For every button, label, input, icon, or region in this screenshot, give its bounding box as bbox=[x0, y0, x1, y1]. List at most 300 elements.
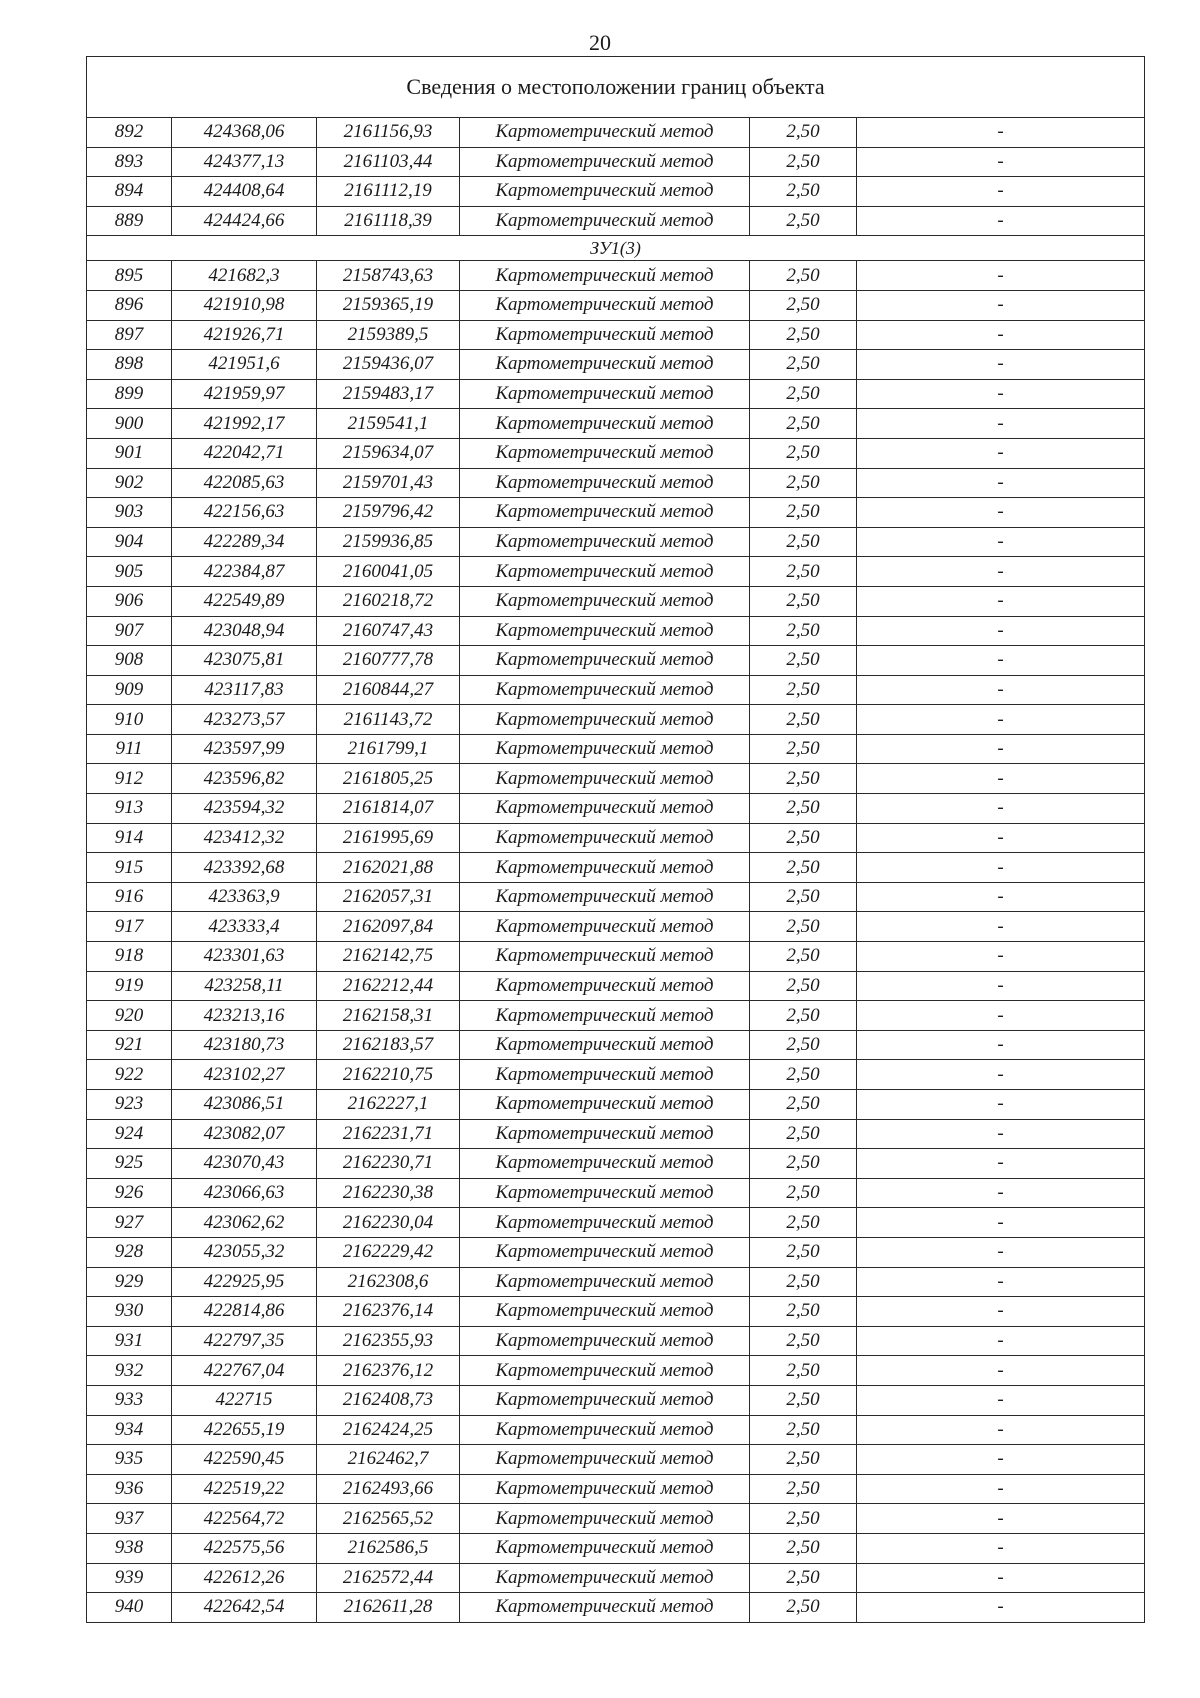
method-cell: Картометрический метод bbox=[460, 823, 750, 853]
y-coordinate-cell: 2160041,05 bbox=[317, 557, 460, 587]
description-cell: - bbox=[857, 1001, 1145, 1031]
method-cell: Картометрический метод bbox=[460, 557, 750, 587]
table-row bbox=[87, 290, 1145, 320]
y-coordinate-cell: 2162183,57 bbox=[317, 1030, 460, 1060]
accuracy-cell: 2,50 bbox=[750, 527, 857, 557]
method-cell: Картометрический метод bbox=[460, 320, 750, 350]
description-cell: - bbox=[857, 147, 1145, 177]
description-cell: - bbox=[857, 1593, 1145, 1623]
description-cell: - bbox=[857, 705, 1145, 735]
x-coordinate-cell: 423412,32 bbox=[172, 823, 317, 853]
table-row bbox=[87, 118, 1145, 148]
accuracy-cell: 2,50 bbox=[750, 1119, 857, 1149]
point-number-cell: 922 bbox=[87, 1060, 172, 1090]
method-cell: Картометрический метод bbox=[460, 438, 750, 468]
point-number-cell: 893 bbox=[87, 147, 172, 177]
y-coordinate-cell: 2162227,1 bbox=[317, 1090, 460, 1120]
x-coordinate-cell: 423048,94 bbox=[172, 616, 317, 646]
table-row bbox=[87, 206, 1145, 236]
y-coordinate-cell: 2162408,73 bbox=[317, 1385, 460, 1415]
accuracy-cell: 2,50 bbox=[750, 794, 857, 824]
table-row bbox=[87, 1474, 1145, 1504]
method-cell: Картометрический метод bbox=[460, 1297, 750, 1327]
y-coordinate-cell: 2162376,12 bbox=[317, 1356, 460, 1386]
description-cell: - bbox=[857, 379, 1145, 409]
x-coordinate-cell: 421926,71 bbox=[172, 320, 317, 350]
method-cell: Картометрический метод bbox=[460, 379, 750, 409]
description-cell: - bbox=[857, 794, 1145, 824]
description-cell: - bbox=[857, 320, 1145, 350]
point-number-cell: 898 bbox=[87, 350, 172, 380]
description-cell: - bbox=[857, 261, 1145, 291]
x-coordinate-cell: 422814,86 bbox=[172, 1297, 317, 1327]
accuracy-cell: 2,50 bbox=[750, 379, 857, 409]
x-coordinate-cell: 424408,64 bbox=[172, 177, 317, 207]
table-row bbox=[87, 409, 1145, 439]
description-cell: - bbox=[857, 1208, 1145, 1238]
table-row bbox=[87, 1030, 1145, 1060]
point-number-cell: 938 bbox=[87, 1533, 172, 1563]
description-cell: - bbox=[857, 1326, 1145, 1356]
point-number-cell: 926 bbox=[87, 1178, 172, 1208]
point-number-cell: 928 bbox=[87, 1237, 172, 1267]
x-coordinate-cell: 423333,4 bbox=[172, 912, 317, 942]
y-coordinate-cell: 2161112,19 bbox=[317, 177, 460, 207]
x-coordinate-cell: 423213,16 bbox=[172, 1001, 317, 1031]
x-coordinate-cell: 422519,22 bbox=[172, 1474, 317, 1504]
accuracy-cell: 2,50 bbox=[750, 1149, 857, 1179]
point-number-cell: 895 bbox=[87, 261, 172, 291]
description-cell: - bbox=[857, 586, 1145, 616]
x-coordinate-cell: 424424,66 bbox=[172, 206, 317, 236]
description-cell: - bbox=[857, 350, 1145, 380]
accuracy-cell: 2,50 bbox=[750, 734, 857, 764]
point-number-cell: 932 bbox=[87, 1356, 172, 1386]
table-row bbox=[87, 882, 1145, 912]
accuracy-cell: 2,50 bbox=[750, 1060, 857, 1090]
description-cell: - bbox=[857, 675, 1145, 705]
description-cell: - bbox=[857, 1090, 1145, 1120]
description-cell: - bbox=[857, 1149, 1145, 1179]
description-cell: - bbox=[857, 853, 1145, 883]
table-row bbox=[87, 177, 1145, 207]
y-coordinate-cell: 2162212,44 bbox=[317, 971, 460, 1001]
method-cell: Картометрический метод bbox=[460, 1208, 750, 1238]
y-coordinate-cell: 2162355,93 bbox=[317, 1326, 460, 1356]
y-coordinate-cell: 2162376,14 bbox=[317, 1297, 460, 1327]
description-cell: - bbox=[857, 1385, 1145, 1415]
x-coordinate-cell: 424377,13 bbox=[172, 147, 317, 177]
description-cell: - bbox=[857, 1060, 1145, 1090]
method-cell: Картометрический метод bbox=[460, 942, 750, 972]
y-coordinate-cell: 2162230,38 bbox=[317, 1178, 460, 1208]
table-row bbox=[87, 675, 1145, 705]
method-cell: Картометрический метод bbox=[460, 1030, 750, 1060]
x-coordinate-cell: 421910,98 bbox=[172, 290, 317, 320]
method-cell: Картометрический метод bbox=[460, 206, 750, 236]
table-row bbox=[87, 1090, 1145, 1120]
description-cell: - bbox=[857, 118, 1145, 148]
description-cell: - bbox=[857, 1533, 1145, 1563]
method-cell: Картометрический метод bbox=[460, 468, 750, 498]
y-coordinate-cell: 2162424,25 bbox=[317, 1415, 460, 1445]
accuracy-cell: 2,50 bbox=[750, 1090, 857, 1120]
point-number-cell: 917 bbox=[87, 912, 172, 942]
x-coordinate-cell: 422085,63 bbox=[172, 468, 317, 498]
table-row bbox=[87, 557, 1145, 587]
y-coordinate-cell: 2161799,1 bbox=[317, 734, 460, 764]
point-number-cell: 916 bbox=[87, 882, 172, 912]
method-cell: Картометрический метод bbox=[460, 1445, 750, 1475]
description-cell: - bbox=[857, 764, 1145, 794]
y-coordinate-cell: 2162462,7 bbox=[317, 1445, 460, 1475]
accuracy-cell: 2,50 bbox=[750, 206, 857, 236]
y-coordinate-cell: 2162021,88 bbox=[317, 853, 460, 883]
y-coordinate-cell: 2158743,63 bbox=[317, 261, 460, 291]
page-number: 20 bbox=[589, 30, 611, 55]
x-coordinate-cell: 422384,87 bbox=[172, 557, 317, 587]
boundary-coordinates-table bbox=[86, 56, 1145, 1623]
y-coordinate-cell: 2161156,93 bbox=[317, 118, 460, 148]
description-cell: - bbox=[857, 498, 1145, 528]
accuracy-cell: 2,50 bbox=[750, 498, 857, 528]
y-coordinate-cell: 2161995,69 bbox=[317, 823, 460, 853]
point-number-cell: 925 bbox=[87, 1149, 172, 1179]
method-cell: Картометрический метод bbox=[460, 1474, 750, 1504]
accuracy-cell: 2,50 bbox=[750, 823, 857, 853]
accuracy-cell: 2,50 bbox=[750, 409, 857, 439]
table-row bbox=[87, 261, 1145, 291]
method-cell: Картометрический метод bbox=[460, 734, 750, 764]
x-coordinate-cell: 423392,68 bbox=[172, 853, 317, 883]
point-number-cell: 911 bbox=[87, 734, 172, 764]
method-cell: Картометрический метод bbox=[460, 1326, 750, 1356]
accuracy-cell: 2,50 bbox=[750, 1356, 857, 1386]
description-cell: - bbox=[857, 1297, 1145, 1327]
x-coordinate-cell: 422590,45 bbox=[172, 1445, 317, 1475]
section-label: ЗУ1(3) bbox=[87, 236, 1145, 261]
point-number-cell: 921 bbox=[87, 1030, 172, 1060]
x-coordinate-cell: 422642,54 bbox=[172, 1593, 317, 1623]
y-coordinate-cell: 2162231,71 bbox=[317, 1119, 460, 1149]
accuracy-cell: 2,50 bbox=[750, 1593, 857, 1623]
table-row bbox=[87, 1563, 1145, 1593]
x-coordinate-cell: 422564,72 bbox=[172, 1504, 317, 1534]
point-number-cell: 910 bbox=[87, 705, 172, 735]
x-coordinate-cell: 422715 bbox=[172, 1385, 317, 1415]
table-row bbox=[87, 1504, 1145, 1534]
table-row bbox=[87, 468, 1145, 498]
x-coordinate-cell: 423117,83 bbox=[172, 675, 317, 705]
x-coordinate-cell: 422575,56 bbox=[172, 1533, 317, 1563]
point-number-cell: 912 bbox=[87, 764, 172, 794]
table-row bbox=[87, 1149, 1145, 1179]
point-number-cell: 929 bbox=[87, 1267, 172, 1297]
point-number-cell: 904 bbox=[87, 527, 172, 557]
table-title: Сведения о местоположении границ объекта bbox=[87, 57, 1145, 118]
y-coordinate-cell: 2160777,78 bbox=[317, 646, 460, 676]
point-number-cell: 934 bbox=[87, 1415, 172, 1445]
method-cell: Картометрический метод bbox=[460, 794, 750, 824]
accuracy-cell: 2,50 bbox=[750, 438, 857, 468]
accuracy-cell: 2,50 bbox=[750, 764, 857, 794]
x-coordinate-cell: 423273,57 bbox=[172, 705, 317, 735]
table-row bbox=[87, 498, 1145, 528]
x-coordinate-cell: 423180,73 bbox=[172, 1030, 317, 1060]
accuracy-cell: 2,50 bbox=[750, 675, 857, 705]
point-number-cell: 920 bbox=[87, 1001, 172, 1031]
x-coordinate-cell: 422042,71 bbox=[172, 438, 317, 468]
accuracy-cell: 2,50 bbox=[750, 147, 857, 177]
method-cell: Картометрический метод bbox=[460, 1060, 750, 1090]
point-number-cell: 930 bbox=[87, 1297, 172, 1327]
table-row bbox=[87, 1208, 1145, 1238]
table-row bbox=[87, 823, 1145, 853]
description-cell: - bbox=[857, 1237, 1145, 1267]
point-number-cell: 937 bbox=[87, 1504, 172, 1534]
accuracy-cell: 2,50 bbox=[750, 1415, 857, 1445]
x-coordinate-cell: 421682,3 bbox=[172, 261, 317, 291]
description-cell: - bbox=[857, 468, 1145, 498]
y-coordinate-cell: 2159796,42 bbox=[317, 498, 460, 528]
table-row bbox=[87, 1356, 1145, 1386]
point-number-cell: 933 bbox=[87, 1385, 172, 1415]
method-cell: Картометрический метод bbox=[460, 1237, 750, 1267]
point-number-cell: 936 bbox=[87, 1474, 172, 1504]
table-row bbox=[87, 764, 1145, 794]
table-row bbox=[87, 1060, 1145, 1090]
description-cell: - bbox=[857, 1445, 1145, 1475]
accuracy-cell: 2,50 bbox=[750, 1326, 857, 1356]
y-coordinate-cell: 2160747,43 bbox=[317, 616, 460, 646]
y-coordinate-cell: 2162158,31 bbox=[317, 1001, 460, 1031]
y-coordinate-cell: 2161805,25 bbox=[317, 764, 460, 794]
method-cell: Картометрический метод bbox=[460, 1356, 750, 1386]
description-cell: - bbox=[857, 290, 1145, 320]
y-coordinate-cell: 2161103,44 bbox=[317, 147, 460, 177]
method-cell: Картометрический метод bbox=[460, 616, 750, 646]
description-cell: - bbox=[857, 1030, 1145, 1060]
accuracy-cell: 2,50 bbox=[750, 1267, 857, 1297]
method-cell: Картометрический метод bbox=[460, 498, 750, 528]
x-coordinate-cell: 423055,32 bbox=[172, 1237, 317, 1267]
description-cell: - bbox=[857, 912, 1145, 942]
table-row bbox=[87, 942, 1145, 972]
method-cell: Картометрический метод bbox=[460, 646, 750, 676]
accuracy-cell: 2,50 bbox=[750, 853, 857, 883]
accuracy-cell: 2,50 bbox=[750, 1030, 857, 1060]
table-row bbox=[87, 1533, 1145, 1563]
method-cell: Картометрический метод bbox=[460, 882, 750, 912]
description-cell: - bbox=[857, 971, 1145, 1001]
x-coordinate-cell: 423597,99 bbox=[172, 734, 317, 764]
accuracy-cell: 2,50 bbox=[750, 646, 857, 676]
method-cell: Картометрический метод bbox=[460, 350, 750, 380]
description-cell: - bbox=[857, 823, 1145, 853]
x-coordinate-cell: 421992,17 bbox=[172, 409, 317, 439]
accuracy-cell: 2,50 bbox=[750, 942, 857, 972]
point-number-cell: 924 bbox=[87, 1119, 172, 1149]
accuracy-cell: 2,50 bbox=[750, 705, 857, 735]
method-cell: Картометрический метод bbox=[460, 1385, 750, 1415]
y-coordinate-cell: 2160218,72 bbox=[317, 586, 460, 616]
y-coordinate-cell: 2162586,5 bbox=[317, 1533, 460, 1563]
description-cell: - bbox=[857, 206, 1145, 236]
accuracy-cell: 2,50 bbox=[750, 557, 857, 587]
point-number-cell: 899 bbox=[87, 379, 172, 409]
y-coordinate-cell: 2162565,52 bbox=[317, 1504, 460, 1534]
point-number-cell: 907 bbox=[87, 616, 172, 646]
y-coordinate-cell: 2162097,84 bbox=[317, 912, 460, 942]
description-cell: - bbox=[857, 557, 1145, 587]
description-cell: - bbox=[857, 409, 1145, 439]
table-row bbox=[87, 794, 1145, 824]
point-number-cell: 935 bbox=[87, 1445, 172, 1475]
table-row bbox=[87, 1297, 1145, 1327]
description-cell: - bbox=[857, 1563, 1145, 1593]
y-coordinate-cell: 2159634,07 bbox=[317, 438, 460, 468]
y-coordinate-cell: 2162142,75 bbox=[317, 942, 460, 972]
accuracy-cell: 2,50 bbox=[750, 1474, 857, 1504]
description-cell: - bbox=[857, 1119, 1145, 1149]
description-cell: - bbox=[857, 1356, 1145, 1386]
point-number-cell: 913 bbox=[87, 794, 172, 824]
accuracy-cell: 2,50 bbox=[750, 1297, 857, 1327]
y-coordinate-cell: 2162493,66 bbox=[317, 1474, 460, 1504]
table-row bbox=[87, 438, 1145, 468]
x-coordinate-cell: 423594,32 bbox=[172, 794, 317, 824]
method-cell: Картометрический метод bbox=[460, 1563, 750, 1593]
method-cell: Картометрический метод bbox=[460, 705, 750, 735]
description-cell: - bbox=[857, 882, 1145, 912]
point-number-cell: 905 bbox=[87, 557, 172, 587]
y-coordinate-cell: 2159701,43 bbox=[317, 468, 460, 498]
x-coordinate-cell: 422925,95 bbox=[172, 1267, 317, 1297]
accuracy-cell: 2,50 bbox=[750, 1237, 857, 1267]
point-number-cell: 897 bbox=[87, 320, 172, 350]
y-coordinate-cell: 2159483,17 bbox=[317, 379, 460, 409]
table-row bbox=[87, 1178, 1145, 1208]
description-cell: - bbox=[857, 616, 1145, 646]
description-cell: - bbox=[857, 1267, 1145, 1297]
y-coordinate-cell: 2160844,27 bbox=[317, 675, 460, 705]
table-title-row bbox=[87, 57, 1145, 118]
description-cell: - bbox=[857, 1474, 1145, 1504]
description-cell: - bbox=[857, 942, 1145, 972]
x-coordinate-cell: 423596,82 bbox=[172, 764, 317, 794]
table-row bbox=[87, 912, 1145, 942]
method-cell: Картометрический метод bbox=[460, 1415, 750, 1445]
method-cell: Картометрический метод bbox=[460, 147, 750, 177]
table-row bbox=[87, 616, 1145, 646]
x-coordinate-cell: 422612,26 bbox=[172, 1563, 317, 1593]
y-coordinate-cell: 2162572,44 bbox=[317, 1563, 460, 1593]
point-number-cell: 906 bbox=[87, 586, 172, 616]
method-cell: Картометрический метод bbox=[460, 409, 750, 439]
table-row bbox=[87, 1267, 1145, 1297]
description-cell: - bbox=[857, 438, 1145, 468]
table-row bbox=[87, 971, 1145, 1001]
table-row bbox=[87, 1593, 1145, 1623]
x-coordinate-cell: 423102,27 bbox=[172, 1060, 317, 1090]
table-body bbox=[87, 57, 1145, 1623]
y-coordinate-cell: 2161118,39 bbox=[317, 206, 460, 236]
point-number-cell: 909 bbox=[87, 675, 172, 705]
method-cell: Картометрический метод bbox=[460, 1533, 750, 1563]
accuracy-cell: 2,50 bbox=[750, 290, 857, 320]
x-coordinate-cell: 423070,43 bbox=[172, 1149, 317, 1179]
accuracy-cell: 2,50 bbox=[750, 912, 857, 942]
y-coordinate-cell: 2162210,75 bbox=[317, 1060, 460, 1090]
point-number-cell: 927 bbox=[87, 1208, 172, 1238]
description-cell: - bbox=[857, 1504, 1145, 1534]
point-number-cell: 931 bbox=[87, 1326, 172, 1356]
description-cell: - bbox=[857, 1178, 1145, 1208]
accuracy-cell: 2,50 bbox=[750, 1445, 857, 1475]
method-cell: Картометрический метод bbox=[460, 1504, 750, 1534]
method-cell: Картометрический метод bbox=[460, 1001, 750, 1031]
point-number-cell: 889 bbox=[87, 206, 172, 236]
y-coordinate-cell: 2159541,1 bbox=[317, 409, 460, 439]
accuracy-cell: 2,50 bbox=[750, 118, 857, 148]
x-coordinate-cell: 424368,06 bbox=[172, 118, 317, 148]
y-coordinate-cell: 2162230,71 bbox=[317, 1149, 460, 1179]
point-number-cell: 901 bbox=[87, 438, 172, 468]
y-coordinate-cell: 2159436,07 bbox=[317, 350, 460, 380]
table-row bbox=[87, 646, 1145, 676]
description-cell: - bbox=[857, 734, 1145, 764]
x-coordinate-cell: 422655,19 bbox=[172, 1415, 317, 1445]
y-coordinate-cell: 2159389,5 bbox=[317, 320, 460, 350]
y-coordinate-cell: 2162230,04 bbox=[317, 1208, 460, 1238]
x-coordinate-cell: 423363,9 bbox=[172, 882, 317, 912]
x-coordinate-cell: 423082,07 bbox=[172, 1119, 317, 1149]
method-cell: Картометрический метод bbox=[460, 261, 750, 291]
table-row bbox=[87, 1326, 1145, 1356]
point-number-cell: 940 bbox=[87, 1593, 172, 1623]
section-row bbox=[87, 236, 1145, 261]
table-row bbox=[87, 586, 1145, 616]
method-cell: Картометрический метод bbox=[460, 1178, 750, 1208]
x-coordinate-cell: 421959,97 bbox=[172, 379, 317, 409]
description-cell: - bbox=[857, 646, 1145, 676]
method-cell: Картометрический метод bbox=[460, 118, 750, 148]
x-coordinate-cell: 423062,62 bbox=[172, 1208, 317, 1238]
method-cell: Картометрический метод bbox=[460, 586, 750, 616]
point-number-cell: 923 bbox=[87, 1090, 172, 1120]
description-cell: - bbox=[857, 1415, 1145, 1445]
method-cell: Картометрический метод bbox=[460, 290, 750, 320]
accuracy-cell: 2,50 bbox=[750, 586, 857, 616]
y-coordinate-cell: 2159936,85 bbox=[317, 527, 460, 557]
table-row bbox=[87, 320, 1145, 350]
table-row bbox=[87, 379, 1145, 409]
method-cell: Картометрический метод bbox=[460, 1149, 750, 1179]
method-cell: Картометрический метод bbox=[460, 764, 750, 794]
table-row bbox=[87, 853, 1145, 883]
method-cell: Картометрический метод bbox=[460, 1267, 750, 1297]
x-coordinate-cell: 423066,63 bbox=[172, 1178, 317, 1208]
table-row bbox=[87, 147, 1145, 177]
point-number-cell: 915 bbox=[87, 853, 172, 883]
accuracy-cell: 2,50 bbox=[750, 1533, 857, 1563]
method-cell: Картометрический метод bbox=[460, 1090, 750, 1120]
accuracy-cell: 2,50 bbox=[750, 320, 857, 350]
table-row bbox=[87, 1119, 1145, 1149]
accuracy-cell: 2,50 bbox=[750, 882, 857, 912]
point-number-cell: 914 bbox=[87, 823, 172, 853]
table-row bbox=[87, 705, 1145, 735]
